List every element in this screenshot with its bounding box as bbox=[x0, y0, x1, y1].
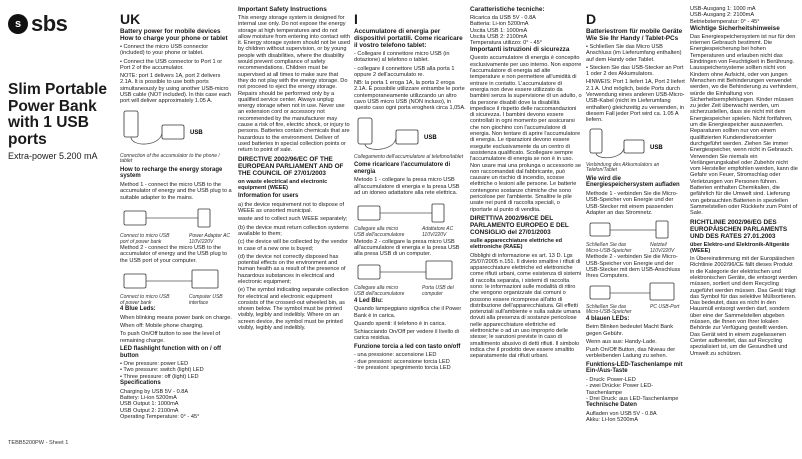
uk-safety-title: Important Safety Instructions bbox=[238, 6, 327, 13]
uk-weee-title: DIRECTIVE 2002/96/EC OF THE EUROPEAN PARLIAMENT AND OF THE COUNCIL OF 27/01/2003 bbox=[238, 155, 344, 177]
uk-info-item: (b) the device must return collection systems available to them; bbox=[238, 224, 349, 237]
it-figure-3-caption-left: Collegare alla micro USB dell'accumulatore bbox=[354, 285, 405, 298]
de-figure-phone-connection bbox=[586, 126, 686, 162]
list-item: USB Output 1: 1000mA bbox=[120, 401, 179, 408]
phone-powerbank-diagram bbox=[586, 126, 686, 162]
list-item: Uscita USB 1: 1000mA bbox=[470, 27, 528, 34]
column-it-2 bbox=[470, 6, 582, 454]
list-item: Charging by USB 5V - 0.8A bbox=[120, 388, 189, 395]
column-de bbox=[586, 6, 686, 454]
product-subtitle: Extra-power 5.200 mA bbox=[8, 151, 98, 161]
list-item: Battery: Li-ion 5200mA bbox=[120, 394, 177, 401]
list-item: USB-Ausgang 1: 1000 mA bbox=[690, 6, 756, 12]
uk-intro-step-1: • Connect the micro USB connector (included) to your phone or tablet. bbox=[120, 44, 209, 57]
de-spec-title: Technische Daten bbox=[586, 402, 637, 409]
uk-figure-3-caption-left: Connect to micro USB of power bank bbox=[120, 294, 170, 306]
list-item: Batteria: Li-ion 5200mA bbox=[470, 21, 529, 28]
uk-spec-title: Specifications bbox=[120, 380, 161, 387]
uk-info-item: (c) the device will be collected by the vendor in case of a new one is buyed; bbox=[238, 239, 348, 252]
it-figure-phone-connection bbox=[354, 114, 466, 154]
de-intro-title: Batteriestrom für mobile Geräte Wie Sie Ihr Handy / Tablet-PCs bbox=[586, 28, 683, 42]
it-leds-text-2: Quando spenti: il telefono è in carica. bbox=[354, 320, 447, 327]
uk-figure-adapter bbox=[120, 203, 233, 233]
computer-diagram bbox=[120, 266, 230, 294]
it-recharge-method-1: Metodo 1 - collegare la presa micro USB all'accumulatore di energia e la presa USB ad un idoneo adattatore alla rete elettrica. bbox=[354, 177, 460, 197]
list-item: - tre pressioni: spegnimento torcia LED bbox=[354, 364, 451, 371]
de-safety-text: Das Energiespeichersystem ist nur für den internen Gebrauch bestimmt. Die Energiespeicherung bei hohen Temperaturen und erlauben nicht das Eindringen von Feuchtigkeit in Berührung. Lausspeichersysteme sollten nicht von Kindern ohne Aufsicht, oder von jungen Menschen mit Behinderungen verwendet werden, wo die Behinderung zu verhindern, würde die Einhaltung von Sicherheitsempfehlungen. Kinder müssen zu jeder Zeit überwacht werden, um sicherzustellen, dass sie nicht mit dem Energiespeicher spielen. Nicht fortfahren, um die Energiespeicher auszuwerfen. Reparaturen sollten nur von einem qualifizierten Kundendienstcenter durchgeführt werden. Ziehen Sie immer Energiespeicher, wenn nicht in Gebrauch. Verwenden Sie niemals ein Verlängerungskabel oder Zubehör nicht vom Hersteller empfohlen werden, kann die Gefahr von Feuer, Stromschlag oder Verletzungen von Personen führen. Batterien enthalten Chemikalien, die gefährlich für die Umwelt sind. Lieferung von gebrauchten Batterien in speziellen Sammelstellen oder Rückkehr zum Point of Sale. bbox=[690, 33, 798, 217]
column-uk-2 bbox=[238, 6, 350, 454]
uk-intro-note: NOTE: port 1 delivers 1A, port 2 delivers 2.1A. It is possible to use both ports simultaneously by using another USB-micro USB cable (NOT included). In this case each port will deliver approximately 1.05 A. bbox=[120, 73, 231, 105]
it-intro-title: Accumulatore di energia per dispositivi portatili. Come ricaricare il vostro telefono tablet: bbox=[354, 28, 463, 49]
uk-leds-text-1: When blinking means power bank on charge. bbox=[120, 314, 232, 321]
list-item: • Two pressure: switch (light) LED bbox=[120, 367, 204, 374]
list-item: - Drei Druck: aus LED-Taschenlampe bbox=[586, 395, 679, 402]
list-item: • One pressure: power LED bbox=[120, 361, 189, 368]
de-intro-note: HINWEIS: Port 1 liefert 1A, Port 2 liefert 2.1 A. Und möglich, beide Ports durch Verwendung eines anderen USB-Micro-USB-Kabel (nicht im Lieferumfang enthalten) gleichzeitig zu verwenden, in diesem Fall jeder Port wird ca. 1.05 A liefern. bbox=[586, 79, 685, 124]
it-figure-computer bbox=[354, 259, 466, 285]
uk-info-item: (e) The symbol indicating separate collection for electrical and electronic equipment consists of the crossed-out wheeled bin, as shown below. The symbol must be printed visibly, legibly and indelibly. Where on an screen device, the symbol must be printed visibly, legibly and indelibly. bbox=[238, 287, 349, 332]
language-heading-de: D bbox=[586, 11, 597, 27]
list-item: USB-Ausgang 2: 2100mA bbox=[690, 12, 755, 19]
uk-recharge-title: How to recharge the energy storage system bbox=[120, 166, 223, 180]
product-block bbox=[8, 82, 118, 162]
list-item: - zwei Drücke: Power LED-Taschenlampe bbox=[586, 383, 654, 396]
uk-intro-title: Battery power for mobile devices How to charge your phone or tablet bbox=[120, 28, 228, 42]
list-item: Operating Temperature: 0° - 45° bbox=[120, 413, 200, 420]
brand-logo bbox=[8, 11, 67, 37]
de-figure-1-caption: Verbindung des Akkumulators an Telefon/Tablet bbox=[586, 161, 660, 174]
it-figure-3-caption-right: Porta USB del computer bbox=[422, 285, 454, 298]
list-item: - Druck: Power-LED bbox=[586, 376, 636, 383]
de-led-function-title: Funktions-LED-Taschenlampe mit Ein-/Aus-Taste bbox=[586, 361, 683, 375]
uk-info-item: a) the device requirement not to dispose of WEEE as unsorted municipal. bbox=[238, 201, 345, 215]
uk-spec-list bbox=[120, 389, 233, 420]
list-item: Ricarica da USB 5V - 0.8A bbox=[470, 15, 536, 21]
logo-mark-icon: s bbox=[8, 14, 28, 34]
it-leds-text-3: Schiacciando On/Off per vedere il livello di carica residua. bbox=[354, 329, 459, 342]
svg-text:USB: USB bbox=[190, 129, 203, 136]
uk-weee-subtitle: on waste electrical and electronic equipment (WEEE) bbox=[238, 178, 328, 191]
de-leds-title: 4 blauen LEDs: bbox=[586, 315, 630, 322]
de-figure-computer bbox=[586, 282, 686, 304]
column-it bbox=[354, 6, 466, 454]
de-leds-text-1: Beim Blinken bedeutet Macht Bank gegen Gebühr. bbox=[586, 324, 674, 337]
svg-text:USB: USB bbox=[424, 134, 437, 141]
it-figure-1-caption: Collegamento dell'accumulatore al telefono/tablet bbox=[354, 153, 464, 160]
computer-diagram bbox=[586, 282, 686, 304]
de-figure-3-caption-left: Schließen Sie das Micro-USB-Speicher bbox=[586, 303, 632, 316]
list-item: Akku: Li-Ion 5200mA bbox=[586, 417, 638, 424]
de-intro-step-1: • Schließen Sie das Micro USB Anschluss (im Lieferumfang enthalten) auf dem Handy oder Tablet. bbox=[586, 44, 682, 63]
computer-diagram bbox=[354, 259, 464, 285]
de-weee-subtitle: über Elektro-und Elektronik-Altgeräte (WEEE) bbox=[690, 241, 790, 254]
de-weee-text: In Übereinstimmung mit der Europäischen Richtlinie 2002/96/CE fällt dieses Produkt in die Kategorie der elektrischen und elektronischen Geräte, die entsorgt werden müssen, sortiert und dem Recycling zugeführt werden müssen. Das Gerät trägt das Symbol für das selektive Müllsortieren. Das bedeutet, dass es nicht in den Hausmüll entsorgt werden darf, sondern über eine der Sammelstellen abgeben müssen, die Ihnen von Ihrer lokalen Behörde zur Verfügung gestellt werden. Das Gerät wird in einem zugelassenen Center aufbereitet, das auf Recycling spezialisiert ist, um die Gesundheit und Umwelt zu schützen. bbox=[690, 256, 797, 357]
uk-figure-2-caption-left: Connect to micro USB port of power bank bbox=[120, 232, 170, 245]
de-figure-adapter bbox=[586, 218, 686, 242]
uk-leds-text-2: When off: Mobile phone charging. bbox=[120, 323, 204, 330]
product-title-line-3: with 1 USB ports bbox=[8, 114, 89, 148]
de-figure-3-caption-right: PC USB-Port bbox=[650, 303, 680, 310]
uk-safety-text: This energy storage system is designed for internal use only. Do not expose the energy storage at high temperatures and do not allow moisture from entering into contact with it. Energy storage system should not be used by children without supervision, or by young people with disabilities, where the disability would prevent compliance of safety recommendations. Children must be supervised at all times to make sure that they do not play with the energy storage. Do not proceed to eject the energy storage. Repairs should be performed only by a qualified service center. Always unplug energy storage when not in use. Never use an extension cord or accessory not recommended by the manufacturer may cause a risk of fire, electric shock, or injury to persons. Batteries contain chemicals that are hazardous to the environment. Deliver of used batteries in special collection points or return to point of sale. bbox=[238, 15, 350, 154]
list-item: Uscita USB 2: 2100mA bbox=[470, 33, 528, 40]
de-recharge-title: Wie wird die Energiespeichersystem aufladen bbox=[586, 175, 680, 189]
de-led-function-list bbox=[586, 377, 686, 402]
uk-led-function-list bbox=[120, 361, 233, 380]
it-figure-2-caption-right: Adattatore AC 110V/220V bbox=[422, 226, 454, 238]
it-leds-title: 4 Led Blu: bbox=[354, 297, 384, 304]
list-item: - una pressione: accensione LED bbox=[354, 352, 437, 359]
uk-recharge-method-2: Method 2 - connect the micro USB to the accumulator of energy and the USB plug to the USB port of your computer. bbox=[120, 245, 227, 264]
adapter-diagram bbox=[354, 198, 464, 226]
logo-text: sbs bbox=[31, 11, 68, 36]
it-intro-step-1: - Collegare il connettore micro USB (in dotazione) al telefono o tablet. bbox=[354, 51, 450, 64]
uk-recharge-method-1: Method 1 - connect the micro USB to the accumulator of energy and the USB plug to a suitable adapter to the mains. bbox=[120, 182, 232, 201]
de-spec-list bbox=[586, 411, 686, 424]
column-de-2 bbox=[690, 6, 798, 454]
it-weee-title: DIRETTIVA 2002/96/CE DEL PARLAMENTO EUROPEO E DEL CONSIGLIO del 27/01/2003 bbox=[470, 214, 569, 236]
de-intro-step-2: • Stecken Sie das USB-Stecker an Port 1 oder 2 des Akkumulators. bbox=[586, 64, 684, 78]
uk-info-item: (d) the device not correctly disposed has potential effects on the environment and human health as a result of the presence of hazardous substances in electrical and electronic equipment; bbox=[238, 253, 346, 285]
it-safety-title: Importanti istruzioni di sicurezza bbox=[470, 46, 570, 54]
it-spec-list bbox=[470, 15, 582, 46]
de-recharge-method-1: Methode 1 - verbinden Sie die Micro-USB-Speicher von Energie und der USB-Stecker mit einem passenden Adapter an das Stromnetz. bbox=[586, 190, 678, 216]
it-intro-note: NB: la porta 1 eroga 1A, la porta 2 eroga 2.1A. È possibile utilizzare entrambe le porte contemporaneamente utilizzando un altro cavo USB micro USB (NON incluso), in questo caso ogni porta erogherà circa 1,05A. bbox=[354, 80, 466, 112]
uk-intro-step-2: • Connect the USB connector to Port 1 or Port 2 of the accumulator. bbox=[120, 58, 223, 71]
it-figure-adapter bbox=[354, 198, 466, 226]
de-figure-2-caption-left: Schließen Sie das Micro-USB-Speicher bbox=[586, 242, 632, 254]
list-item: • Three pressure: off (light) LED bbox=[120, 373, 199, 380]
it-leds-text-1: Quando lampeggiano significa che il Power Bank è in carica. bbox=[354, 306, 462, 319]
uk-figure-3-caption-right: Computer USB interface bbox=[189, 294, 223, 306]
de-safety-title: Wichtige Sicherheitshinweise bbox=[690, 24, 780, 32]
uk-led-function-title: LED flashlight function with on / off button bbox=[120, 345, 221, 359]
de-weee-title: RICHTLINIE 2002/96/EG DES EUROPÄISCHEN PARLAMENTS UND DES RATES 27.01.2003 bbox=[690, 218, 788, 240]
uk-info-item: waste and to collect such WEEE separately; bbox=[238, 216, 348, 223]
it-led-function-list bbox=[354, 352, 466, 371]
list-item: USB Output 2: 2100mA bbox=[120, 407, 179, 414]
de-figure-2-caption-right: Netzteil 110V/220V bbox=[650, 242, 675, 254]
uk-leds-title: 4 Blue Leds: bbox=[120, 306, 156, 313]
phone-powerbank-diagram bbox=[354, 114, 464, 154]
it-recharge-method-2: Metodo 2 - collegare la presa micro USB all'accumulatore di energia e la presa USB alla presa USB di un computer. bbox=[354, 238, 460, 258]
it-figure-2-caption-left: Collegare alla micro USB dell'accumulatore bbox=[354, 226, 405, 238]
list-item: - due pressioni: accensione torcia LED bbox=[354, 358, 450, 365]
de-leds-text-3: Push On/Off Button, das Niveau der verbleibenden Ladung zu sehen. bbox=[586, 347, 676, 360]
it-weee-text: Obblighi di informazione ex art. 13 D. Lgs 25/07/2005 n.151. Il divieto smaltire i rifiuti di apparecchiature elettriche ed elettroniche come rifiuti urbani, come esistenza di sistemi di raccolta separata, i sistemi di raccolta sono: le informazioni sulle modalità di ritiro che vengono organizzate dai comuni o possono essere ricomprese all'atto di distribuzione dell'apparecchiatura. Gli effetti potenziali sull'ambiente e sulla salute umana dovuti alla presenza di sostanze pericolose nelle apparecchiature elettriche ed elettroniche o ad un uso improprio delle stesse; le sanzioni previste in caso di smaltimento abusivo di detti rifiuti. Il simbolo indica che il prodotto deve essere smaltito separatamente dai rifiuti urbani. bbox=[470, 252, 581, 360]
uk-figure-computer bbox=[120, 266, 233, 294]
language-heading-uk: UK bbox=[120, 11, 141, 27]
it-led-function-title: Funzione torcia a led con tasto on/off bbox=[354, 343, 461, 350]
uk-figure-phone-connection bbox=[120, 107, 233, 153]
language-heading-it: I bbox=[354, 11, 358, 27]
list-item: Aufladen von USB 5V - 0.8A bbox=[586, 410, 657, 417]
uk-figure-2-caption-right: Power Adapter AC 110V/220V bbox=[189, 232, 231, 245]
it-intro-step-2: - collegare il connettore USB alla porta 1 oppure 2 dell'accumulato re. bbox=[354, 65, 455, 78]
column-uk bbox=[120, 6, 233, 454]
de-spec-list-continued bbox=[690, 6, 798, 25]
sheet-reference: TEBB5200PW - Sheet 1 bbox=[8, 440, 69, 446]
adapter-diagram bbox=[586, 218, 686, 242]
it-spec-title: Caratteristiche tecniche: bbox=[470, 6, 545, 13]
it-weee-subtitle: sulle apparecchiature elettriche ed elettroniche (RAEE) bbox=[470, 237, 563, 251]
product-title-line-1: Slim Portable bbox=[8, 81, 108, 98]
adapter-diagram bbox=[120, 203, 230, 233]
uk-info-title: Information for users bbox=[238, 193, 299, 200]
list-item: Betriebstemperatur: 0° - 45° bbox=[690, 18, 760, 25]
uk-figure-1-caption: Connection of the accumulator to the phone / tablet bbox=[120, 152, 220, 165]
uk-leds-text-3: To push On/Off button to see the level of remaining charge. bbox=[120, 331, 221, 344]
it-safety-text: Questo accumulatore di energia è concepito esclusivamente per uso interno. Non esporre l'accumulatore di energia ad alte temperature e non permettere all'umidità di entrare in contatto. L'accumulatore di energia non deve essere utilizzato da bambini senza la supervisione di un adulto, o da persone disabili dove la disabilità impedisce il rispetto delle raccomandazioni di sicurezza. I bambini devono essere controllati in ogni momento per assicurarsi che non giochino con l'accumulatore di energia. Non tentare di aprire l'accumulatore di energia. Le riparazioni devono essere eseguite esclusivamente da un centro di assistenza qualificato. Scollegare sempre l'accumulatore di energia se non è in uso. Non usare mai una prolunga o accessorio se non raccomandati dal fabbricante, può causare un rischio di incendio, scosse elettriche o lesioni alle persone. Le batterie contengono sostanze chimiche che sono pericolose per l'ambiente. Smaltire le pile usate nei punti di raccolta speciali, o riportarle al punto di vendita. bbox=[470, 55, 582, 213]
product-title-line-2: Power Bank bbox=[8, 97, 97, 115]
list-item: Temperatura utilizzo: 0° - 45° bbox=[470, 40, 542, 47]
de-recharge-method-2: Methode 2 - verbinden Sie die Micro-USB-Speicher von Energie und der USB-Stecker mit dem USB-Anschluss Ihres Computers. bbox=[586, 254, 681, 280]
de-leds-text-2: Wenn aus aus: Handy-Lade. bbox=[586, 338, 657, 345]
svg-text:USB: USB bbox=[650, 144, 663, 151]
phone-powerbank-diagram bbox=[120, 107, 230, 153]
it-recharge-title: Come ricaricare l'accumulatore di energia bbox=[354, 162, 451, 175]
